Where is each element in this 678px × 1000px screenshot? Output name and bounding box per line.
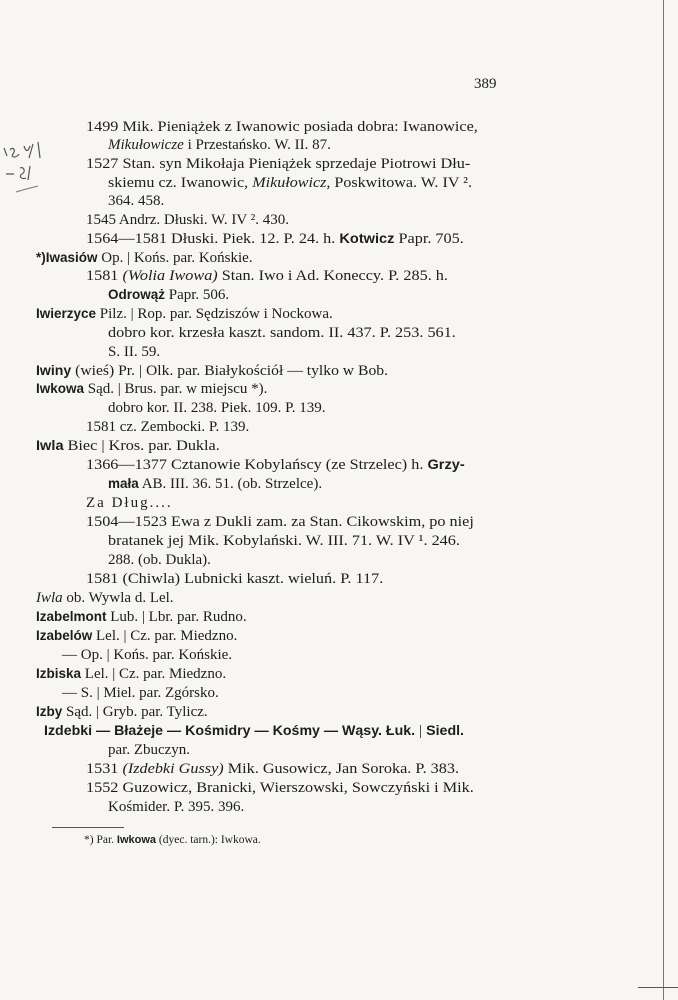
text-segment: 1366—1377 Cztanowie Kobylańscy (ze Strzelec) h. (86, 457, 428, 473)
text-line (108, 475, 322, 493)
entry-headword: Iwla (36, 438, 64, 453)
text-segment: 1564—1581 Dłuski. Piek. 12. P. 24. h. (86, 231, 340, 247)
text-segment: 1552 Guzowicz, Branicki, Wierszowski, Sowczyński i Mik. (86, 780, 474, 796)
text-line (86, 456, 465, 474)
text-segment: i Przestańsko. W. II. 87. (183, 137, 331, 153)
text-line (62, 684, 219, 702)
entry-headword: Siedl. (426, 723, 464, 738)
text-segment: Lel. | Cz. par. Miedzno. (92, 628, 238, 644)
text-segment: Kośmider. P. 395. 396. (108, 799, 245, 815)
text-line (44, 722, 464, 740)
text-line (108, 174, 472, 192)
entry-headword: Iwierzyce (36, 306, 97, 321)
page-number: 389 (474, 76, 497, 92)
text-segment: Papr. 705. (394, 231, 464, 247)
text-segment: dobro kor. krzesła kaszt. sandom. II. 437. P. 253. 561. (108, 325, 456, 341)
text-segment: dobro kor. II. 238. Piek. 109. P. 139. (108, 400, 326, 416)
text-line (86, 118, 478, 136)
entry-headword: Odrowąż (108, 287, 166, 302)
entry-headword: Grzy- (427, 457, 465, 472)
text-segment: Op. | Końs. par. Końskie. (97, 250, 253, 266)
entry-headword: Izbiska (36, 666, 82, 681)
italic-text: Mikułowicz, (252, 175, 331, 191)
text-line (108, 136, 331, 154)
text-segment: 1581 (86, 268, 123, 284)
text-segment: (wieś) Pr. | Olk. par. Białykościół — tylko w Bob. (71, 363, 388, 379)
text-line (108, 343, 160, 361)
text-segment: 1581 cz. Zembocki. P. 139. (86, 419, 250, 435)
text-line (36, 380, 267, 398)
text-segment: Za Dług.... (86, 495, 173, 511)
text-line (36, 608, 247, 626)
text-segment: ob. Wywla d. Lel. (62, 590, 174, 606)
text-segment: 1527 Stan. syn Mikołaja Pieniążek sprzedaje Piotrowi Dłu- (86, 156, 471, 172)
text-line (86, 230, 464, 248)
text-segment: Biec | Kros. par. Dukla. (63, 438, 220, 454)
text-line (108, 741, 190, 759)
text-segment: — Op. | Końs. par. Końskie. (62, 647, 233, 663)
text-line (36, 665, 226, 683)
entry-headword: *)Iwasiów (36, 250, 98, 265)
italic-text: (Wolia Iwowa) (122, 268, 218, 284)
text-segment: Papr. 506. (165, 287, 230, 303)
text-segment: par. Zbuczyn. (108, 742, 191, 758)
text-line (62, 646, 232, 664)
entry-headword: Iwkowa (36, 381, 85, 396)
italic-text: Mikułowicze (108, 137, 184, 153)
handwritten-margin-note (0, 138, 60, 194)
text-line (86, 570, 383, 588)
text-segment: Pilz. | Rop. par. Sędziszów i Nockowa. (96, 306, 333, 322)
page-corner-mark (638, 987, 678, 988)
text-line (86, 513, 474, 531)
handwritten-note-icon (0, 138, 60, 194)
text-line (36, 627, 237, 645)
text-segment: Lel. | Cz. par. Miedzno. (81, 666, 227, 682)
entry-headword: Izabelów (36, 628, 93, 643)
text-line (108, 286, 229, 304)
text-line (86, 418, 249, 436)
text-segment: 364. 458. (108, 193, 165, 209)
text-line (108, 551, 211, 569)
text-line (36, 589, 174, 607)
text-line (86, 267, 448, 285)
text-line (86, 760, 459, 778)
page-edge (663, 0, 664, 1000)
text-line (108, 192, 164, 210)
text-segment: AB. III. 36. 51. (ob. Strzelce). (138, 476, 323, 492)
text-segment: Poskwitowa. W. IV ². (330, 175, 472, 191)
footnote-segment: Iwkowa (116, 834, 157, 846)
text-line (86, 155, 470, 173)
italic-text: (Izdebki Gussy) (122, 761, 224, 777)
text-line (86, 494, 173, 512)
text-segment: — S. | Miel. par. Zgórsko. (62, 685, 219, 701)
footnote-segment: *) Par. (84, 834, 117, 846)
text-line (108, 798, 244, 816)
text-line (36, 703, 208, 721)
text-segment: bratanek jej Mik. Kobylański. W. III. 71. W. IV ¹. 246. (108, 533, 460, 549)
text-segment: 1545 Andrz. Dłuski. W. IV ². 430. (86, 212, 289, 228)
footnote-rule (52, 827, 124, 828)
text-segment: Sąd. | Brus. par. w miejscu *). (84, 381, 268, 397)
footnote-segment: (dyec. tarn.): Iwkowa. (156, 834, 261, 846)
text-segment: Sąd. | Gryb. par. Tylicz. (62, 704, 208, 720)
entry-headword: Łuk. (385, 723, 416, 738)
text-segment: Mik. Gusowicz, Jan Soroka. P. 383. (223, 761, 460, 777)
entry-headword: Kotwicz (339, 231, 395, 246)
text-segment: 288. (ob. Dukla). (108, 552, 211, 568)
entry-headword: mała (108, 476, 139, 491)
text-line (86, 211, 289, 229)
entry-headword: Izdebki — Błażeje — Kośmidry — Kośmy — Wąsy. (44, 723, 382, 738)
text-line (108, 324, 456, 342)
text-line (108, 399, 326, 417)
entry-headword: Izabelmont (36, 609, 107, 624)
text-line (36, 437, 220, 455)
text-segment: skiemu cz. Iwanowic, (108, 175, 253, 191)
entry-headword: Iwiny (36, 363, 72, 378)
text-segment: 1504—1523 Ewa z Dukli zam. za Stan. Cikowskim, po niej (86, 514, 474, 530)
text-segment: | (415, 723, 427, 739)
text-segment: Stan. Iwo i Ad. Koneccy. P. 285. h. (217, 268, 448, 284)
text-line (36, 249, 253, 267)
text-line (36, 362, 388, 380)
italic-text: Iwla (36, 590, 63, 606)
text-segment: Lub. | Lbr. par. Rudno. (106, 609, 247, 625)
footnote (84, 834, 261, 846)
text-line (86, 779, 474, 797)
entry-headword: Izby (36, 704, 63, 719)
text-segment: 1581 (Chiwla) Lubnicki kaszt. wieluń. P. 117. (86, 571, 384, 587)
text-line (36, 305, 333, 323)
text-segment: 1531 (86, 761, 123, 777)
text-segment: S. II. 59. (108, 344, 161, 360)
text-segment: 1499 Mik. Pieniążek z Iwanowic posiada dobra: Iwanowice, (86, 119, 478, 135)
text-line (108, 532, 460, 550)
